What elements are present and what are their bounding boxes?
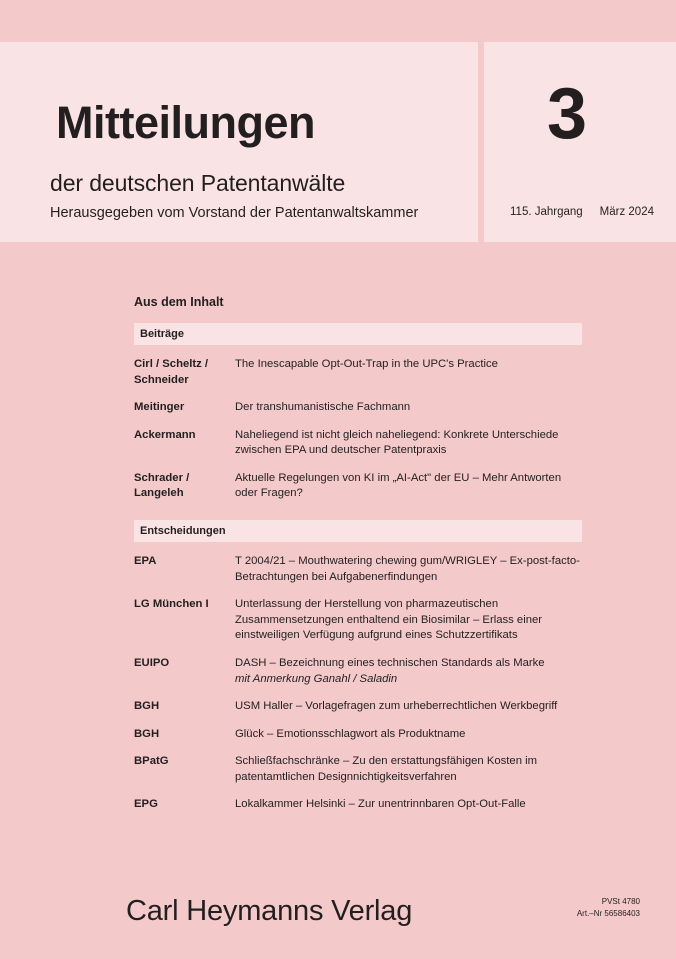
toc-entry-author: Ackermann <box>134 428 196 441</box>
toc-entry-title: The Inescapable Opt-Out-Trap in the UPC's Practice <box>235 358 498 370</box>
journal-subtitle: der deutschen Patentanwälte <box>50 170 346 196</box>
toc-entry-author: BPatG <box>134 755 169 768</box>
toc-entry-title: Naheliegend ist nicht gleich naheliegend: Konkrete Unterschiede zwischen EPA und deutscher Patentpraxis <box>235 428 559 457</box>
journal-publisher-line: Herausgegeben vom Vorstand der Patentanwaltskammer <box>50 205 419 221</box>
pvst-code: PVSt 4780 <box>601 897 640 906</box>
toc-entry-author: Meitinger <box>134 401 185 414</box>
toc-entry[interactable] <box>134 721 582 749</box>
table-of-contents <box>0 295 676 819</box>
toc-entry-title: USM Haller – Vorlagefragen zum urheberrechtlichen Werkbegriff <box>235 700 558 713</box>
toc-entry-title <box>235 656 582 687</box>
toc-entry-title-text: DASH – Bezeichnung eines technischen Standards als Marke <box>235 656 545 669</box>
toc-entry[interactable] <box>134 791 582 819</box>
toc-entry-annotation: mit Anmerkung Ganahl / Saladin <box>235 672 398 685</box>
toc-entry[interactable] <box>134 465 582 508</box>
toc-entry-author: EPG <box>134 798 158 811</box>
toc-entry[interactable] <box>134 591 582 650</box>
issue-date: März 2024 <box>599 206 654 218</box>
toc-entry-title: Unterlassung der Herstellung von pharmazeutischen Zusammensetzungen enthaltend ein Biosimilar – Erlass einer einstweiligen Verfügung aufgrund eines Schutzzertifikats <box>235 598 543 642</box>
footer-codes <box>577 896 640 919</box>
toc-entry-title: Glück – Emotionsschlagwort als Produktname <box>235 727 466 740</box>
toc-entry-title: Aktuelle Regelungen von KI im „AI-Act" der EU – Mehr Antworten oder Fragen? <box>235 471 562 500</box>
toc-entry-author: EPA <box>134 555 157 568</box>
issue-volume: 115. Jahrgang <box>510 206 583 218</box>
issue-number: 3 <box>546 74 588 154</box>
toc-entry-author: BGH <box>134 700 160 713</box>
toc-entry-author: EUIPO <box>134 656 170 669</box>
contents-heading: Aus dem Inhalt <box>134 295 224 309</box>
section-entries-entscheidungen <box>0 548 676 819</box>
publisher-name: Carl Heymanns Verlag <box>126 895 413 927</box>
section-entries-beitraege <box>0 351 676 508</box>
section-spacer <box>0 508 676 520</box>
toc-entry-author: BGH <box>134 727 160 740</box>
toc-entry[interactable] <box>134 422 582 465</box>
article-number: Art.–Nr 56586403 <box>576 908 640 918</box>
toc-entry[interactable] <box>134 351 582 394</box>
toc-entry-author: Cirl / Scheltz / Schneider <box>134 358 209 386</box>
issue-meta <box>484 206 676 218</box>
toc-entry[interactable] <box>134 748 582 791</box>
section-header-beitraege: Beiträge <box>134 323 582 345</box>
toc-entry-author: LG München I <box>134 598 209 611</box>
toc-entry[interactable] <box>134 548 582 591</box>
toc-entry-title: Schließfachschränke – Zu den erstattungsfähigen Kosten im patentamtlichen Designnichtigkeitsverfahren <box>235 755 538 783</box>
section-header-entscheidungen: Entscheidungen <box>134 520 582 542</box>
toc-entry[interactable] <box>134 693 582 721</box>
journal-title: Mitteilungen <box>56 97 315 148</box>
masthead-right-panel <box>484 42 676 242</box>
toc-entry-title: Der transhumanistische Fachmann <box>235 401 411 414</box>
masthead <box>0 42 676 242</box>
toc-entry[interactable] <box>134 650 582 693</box>
toc-entry[interactable] <box>134 394 582 422</box>
toc-entry-title: T 2004/21 – Mouthwatering chewing gum/WRIGLEY – Ex-post-facto-Betrachtungen bei Aufgabenerfindungen <box>235 555 580 583</box>
toc-entry-title: Lokalkammer Helsinki – Zur unentrinnbaren Opt-Out-Falle <box>235 798 526 811</box>
masthead-left-panel <box>0 42 478 242</box>
toc-entry-author: Schrader / Langeleh <box>134 471 190 500</box>
